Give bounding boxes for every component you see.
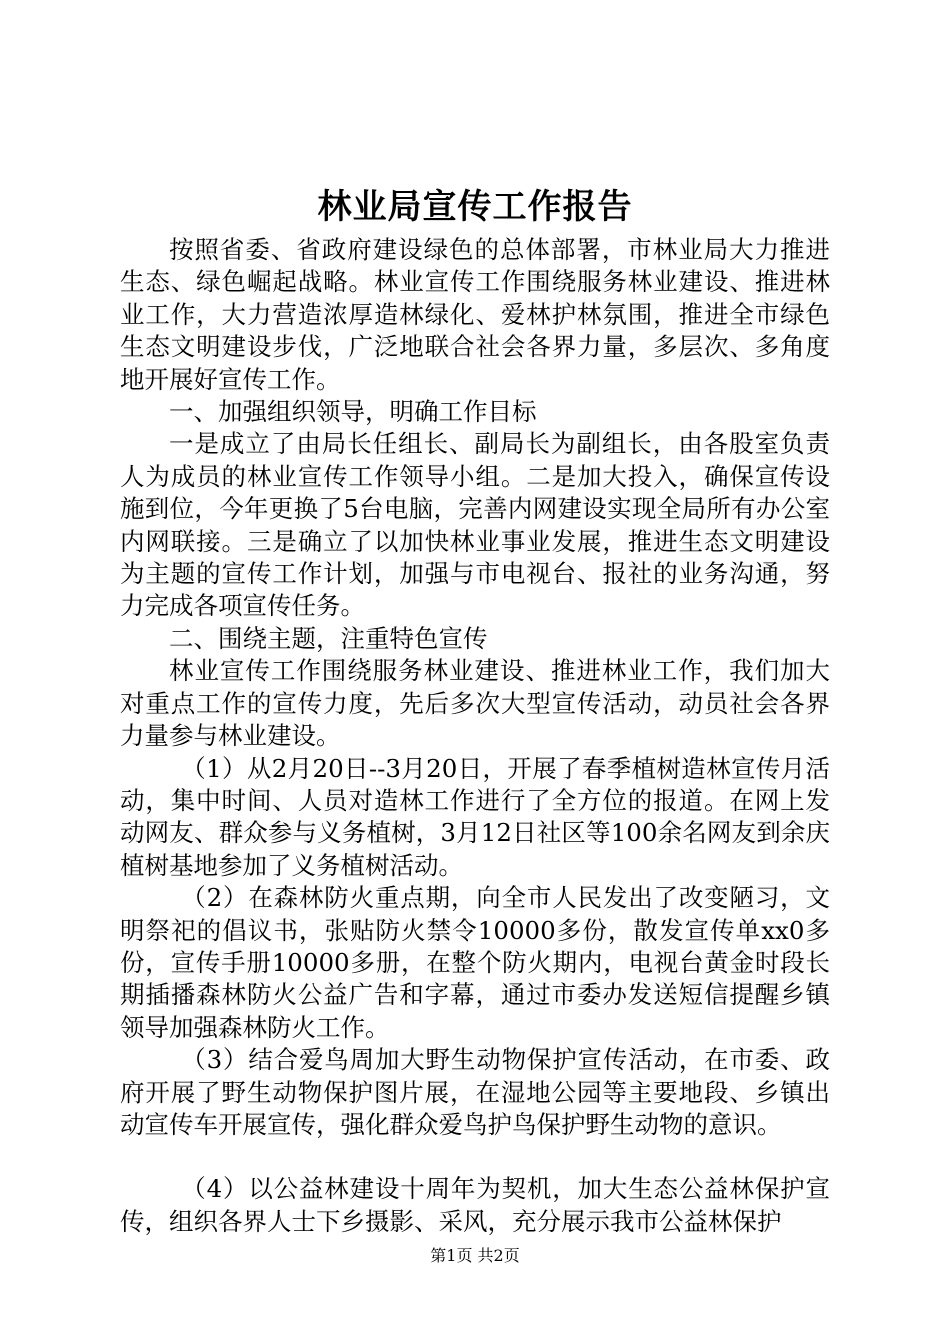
section-paragraph-1: 一是成立了由局长任组长、副局长为副组长，由各股室负责人为成员的林业宣传工作领导小组。二是加大投入，确保宣传设施到位，今年更换了5台电脑，完善内网建设实现全局所有办公室内网联接。三是确立了以加快林业事业发展，推进生态文明建设为主题的宣传工作计划，加强与市电视台、报社的业务沟通，努力完成各项宣传任务。 [120, 429, 830, 621]
intro-paragraph: 按照省委、省政府建设绿色的总体部署，市林业局大力推进生态、绿色崛起战略。林业宣传工作围绕服务林业建设、推进林业工作，大力营造浓厚造林绿化、爱林护林氛围，推进全市绿色生态文明建设步伐，广泛地联合社会各界力量，多层次、多角度地开展好宣传工作。 [120, 235, 830, 394]
document-body [120, 234, 830, 1238]
section-paragraph-2: 林业宣传工作围绕服务林业建设、推进林业工作，我们加大对重点工作的宣传力度，先后多次大型宣传活动，动员社会各界力量参与林业建设。 [120, 656, 830, 751]
list-item-1: （1）从2月20日--3月20日，开展了春季植树造林宣传月活动，集中时间、人员对造林工作进行了全方位的报道。在网上发动网友、群众参与义务植树，3月12日社区等100余名网友到余庆植树基地参加了义务植树活动。 [120, 753, 830, 880]
list-item-4: （4）以公益林建设十周年为契机，加大生态公益林保护宣传，组织各界人士下乡摄影、采风，充分展示我市公益林保护 [120, 1174, 830, 1236]
paragraph-spacer [120, 1141, 830, 1173]
list-item-3: （3）结合爱鸟周加大野生动物保护宣传活动，在市委、政府开展了野生动物保护图片展，在湿地公园等主要地段、乡镇出动宣传车开展宣传，强化群众爱鸟护鸟保护野生动物的意识。 [120, 1045, 830, 1139]
section-heading-1: 一、加强组织领导，明确工作目标 [169, 397, 537, 427]
list-item-2: （2）在森林防火重点期，向全市人民发出了改变陋习，文明祭祀的倡议书，张贴防火禁令10000多份，散发宣传单xx0多份，宣传手册10000多册，在整个防火期内，电视台黄金时段长期插播森林防火公益广告和字幕，通过市委办发送短信提醒乡镇领导加强森林防火工作。 [120, 883, 830, 1042]
document-title: 林业局宣传工作报告 [317, 187, 633, 227]
section-heading-2: 二、围绕主题，注重特色宣传 [169, 623, 488, 653]
page-number: 第1页 共2页 [430, 1246, 520, 1265]
